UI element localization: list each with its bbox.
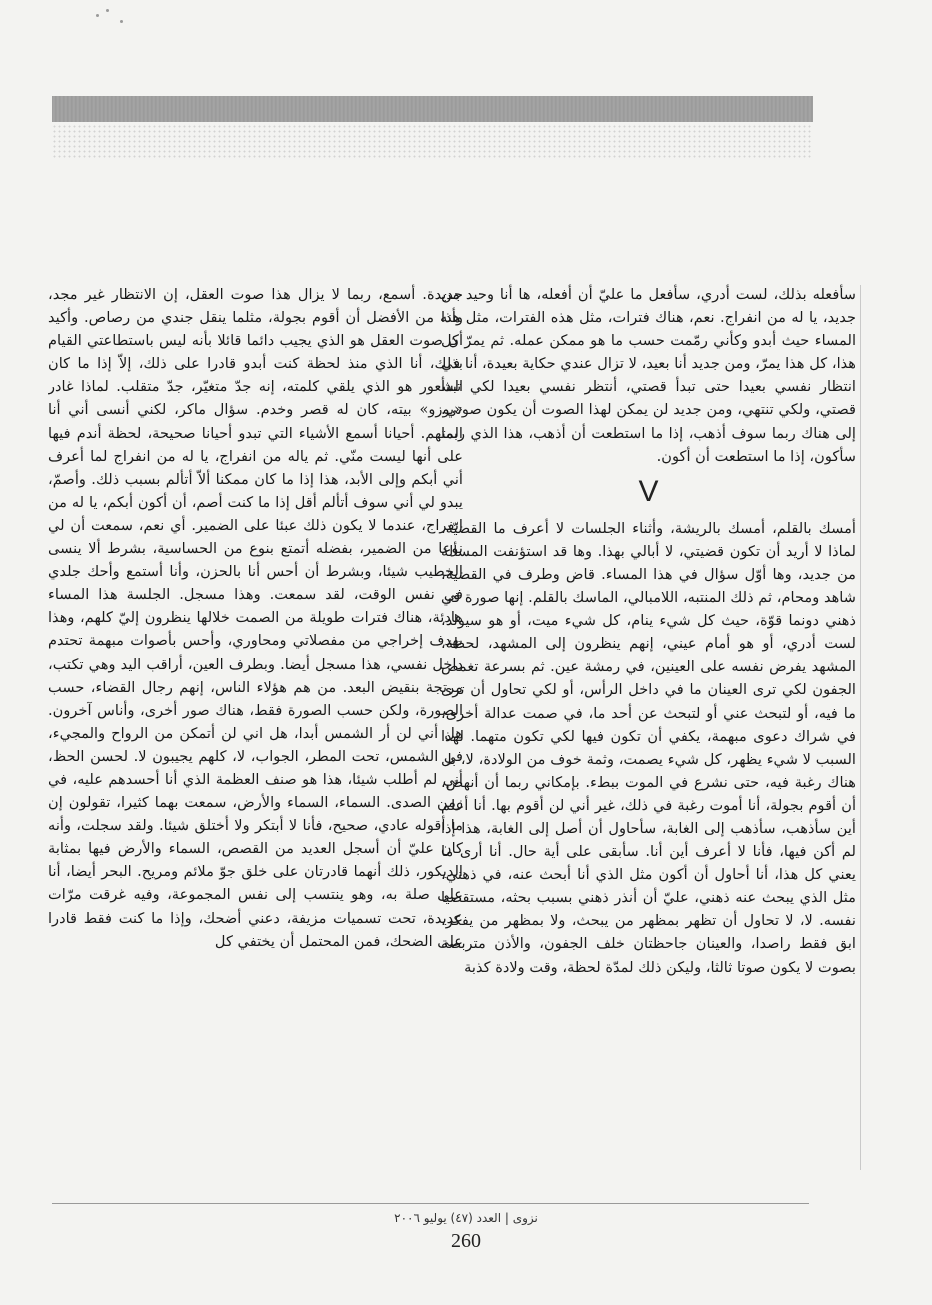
left-column bbox=[48, 283, 463, 1163]
page-number: 260 bbox=[451, 1230, 481, 1252]
paragraph: سأفعله بذلك، لست أدري، سأفعل ما عليّ أن أفعله، ها أنا وحيد من جديد، يا له من انفراج. نعم، هناك فترات، مثل هذه الفترات، مثل هذا المساء حيث أبدو وكأني رمّمت حسب ما هو ممكن عمله. ثم يمرّ كل هذا، كل هذا يمرّ، ومن جديد أنا بعيد، لا تزال عندي حكاية بعيدة، أنا في انتظار نفسي بعيدا حتى تبدأ قصتي، أنتظر نفسي بعيدا لكي تبدأ قصتي، ولكي تنتهي، ومن جديد لن يمكن لهذا الصوت أن يكون صوتي. إلى هناك ربما سوف أذهب، إذا ما استطعت أن أذهب، هذا الذي ربما سأكون، إذا ما استطعت أن أكون. bbox=[441, 286, 856, 465]
header-band bbox=[52, 96, 813, 122]
footer-rule bbox=[52, 1203, 809, 1204]
paragraph: أمسك بالقلم، أمسك بالريشة، وأثناء الجلسات لا أعرف ما القضيّة. لماذا لا أريد أن تكون قضيتي، لا أبالي بهذا. وها قد استؤنفت المسألة من جديد، وها أوّل سؤال في هذا المساء. قاض وطرف في القضية، شاهد ومحام، ثم ذلك المنتبه، اللامبالي، الماسك بالقلم. إنها صورة في ذهني دونما قوّة، حيث كل شيء ينام، كل شيء ميت، أو هو سيولد، لست أدري، أو هو أمام عيني، إنهم ينظرون إلى المشهد، لحظة، المشهد يفرض نفسه على العينين، في رمشة عين. ثم بسرعة تغمض الجفون لكي ترى العينان ما في داخل الرأس، أو لكي تحاول أن ترى ما فيه، أو لتبحث عني أو لتبحث عن أحد ما، في صمت عدالة أخرى، في شراك دعوى مبهمة، يكفي أن تكون فيها لكي تكون متهما. لهذا السبب لا شيء يظهر، كل شيء يصمت، وثمة خوف من الولادة، لا، بل هناك رغبة فيه، حتى نشرع في الموت ببطء. بإمكاني ربما أن أنهض، أن أقوم بجولة، أنا أموت رغبة في ذلك، غير أني لن أقوم بها. أنا أعلم أين سأذهب، سأذهب إلى الغابة، سأحاول أن أصل إلى الغابة، هذا إذا لم أكن فيها، فأنا لا أعرف أين أنا. سأبقى على أية حال. أنا أرى ما يعني كل هذا، أنا أحاول أن أكون مثل الذي أنا أبحث عنه، في ذهني، مثل الذي يبحث عنه ذهني، عليّ أن أنذر ذهني بسبب بحثه، مستقصيا نفسه. لا، لا تحاول أن تظهر بمظهر من يبحث، ولا بمظهر من يفكر، ابق فقط راصدا، والعينان جاحظتان خلف الجفون، والأذن متربصة بصوت لا يكون صوتا ثالثا، وليكن ذلك لمدّة لحظة، وقت ولادة كذبة bbox=[441, 519, 856, 976]
scan-speck bbox=[96, 14, 99, 17]
paragraph: جديدة. أسمع، ربما لا يزال هذا صوت العقل، إن الانتظار غير مجد، وأنه من الأفضل أن أقوم بجولة، مثلما ينقل جندي من رصاص. وأكيد أن صوت العقل هو الذي يجيب دائما قائلا بأنه ليس باستطاعتي القيام بذلك، أنا الذي منذ لحظة كنت أبدو قادرا على ذلك، إلاّ إذا ما كان الشعور هو الذي يلقي كلمته، إنه جدّ متغيّر، جدّ متقلب. لماذا غادر «يوزو» بيته، كان له قصر وخدم. سؤال ماكر، لكني أنسى أني أنا المتهم. أحيانا أسمع الأشياء التي تبدو أحيانا صحيحة، لحظة أندم فيها على أنها ليست منّي. ثم ياله من انفراج، يا له من انفراج لما أعرف أني أبكم وإلى الأبد، هذا إذا ما كان ممكنا ألاّ أتألم بسبب ذلك. وأصمّ، يبدو لي أني سوف أتألم أقل إذا ما كنت أصم، أن أكون أبكم، يا له من انفراج، عندما لا يكون ذلك عبئا على الضمير. أي نعم، سمعت أن لي نوعا من الضمير، بفضله أتمتع بنوع من الحساسية، بشرط ألا ينسى الخطيب شيئا، وبشرط أن أحس أنا بالحزن، وأنا أستمع وأحك جلدي في نفس الوقت، لقد سمعت. وهذا مسجل. الجلسة هذا المساء هادئة، هناك فترات طويلة من الصمت خلالها ينظرون إليّ كلهم، وهذا بهدف إخراجي من مفصلاتي ومحاوري، وأحس بأصوات مبهمة تحتدم داخل نفسي، هذا مسجل أيضا. وبطرف العين، أراقب اليد وهي تكتب، مرتجة بنقيض البعد. من هم هؤلاء الناس، إنهم رجال القضاء، حسب الصورة، ولكن حسب الصورة فقط، هناك صور أخرى، وأناس آخرون. هل أني لن أر الشمس أبدا، هل اني لن أتمكن من الرواح والمجيء، في الشمس، تحت المطر، الجواب، لا، كلهم يجيبون لا. لحسن الحظ، أني لم أطلب شيئا، هذا هو صنف العظمة الذي أنا أحسدهم عليه، في زمن الصدى. السماء، السماء والأرض، سمعت بهما كثيرا، تقولون إن ما أقوله عادي، صحيح، فأنا لا أبتكر ولا أختلق شيئا. ولقد سجلت، وأنه كان عليّ أن أسجل العديد من القصص، السماء والأرض فيها بمثابة الديكور، ذلك أنهما قادرتان على خلق جوّ ملائم ومريح. البحر أيضا، أنا على صلة به، وهو ينتسب إلى نفس المجموعة، وفيه غرقت مرّات عديدة، تحت تسميات مزيفة، دعني أضحك، وإذا ما كنت فقط قادرا على الضحك، فمن المحتمل أن يختفي كل bbox=[48, 286, 463, 950]
column-rule bbox=[860, 285, 861, 1170]
header-halftone bbox=[52, 124, 813, 160]
issue-info: نزوى | العدد (٤٧) يوليو ٢٠٠٦ bbox=[394, 1211, 538, 1225]
right-column bbox=[441, 283, 856, 1163]
section-number: V bbox=[638, 474, 659, 508]
scan-speck bbox=[120, 20, 123, 23]
scan-speck bbox=[106, 9, 109, 12]
